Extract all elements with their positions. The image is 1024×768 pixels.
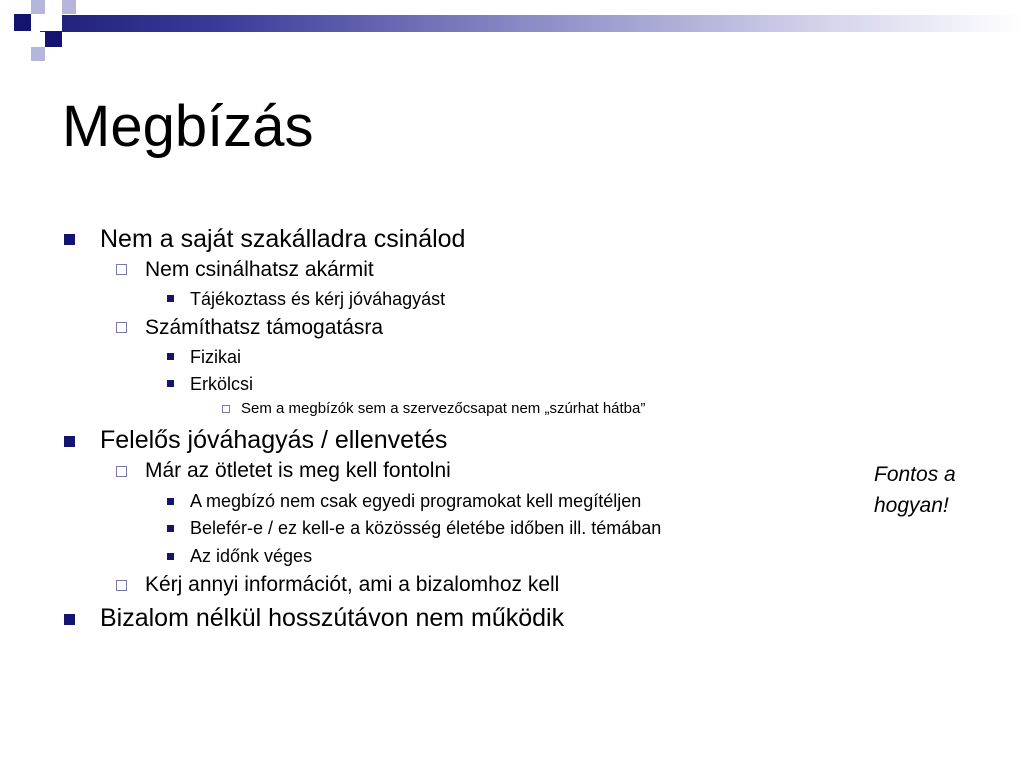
side-note: [874, 459, 1004, 521]
side-note-line: Fontos a: [874, 463, 956, 486]
bullet-square-icon: [64, 234, 75, 245]
bullet-square-icon: [64, 614, 75, 625]
slide-title: Megbízás: [62, 94, 314, 159]
list-item-level-3: Fizikai: [190, 347, 242, 367]
list-item-level-1: Felelős jóváhagyás / ellenvetés: [100, 426, 448, 454]
bullet-square-icon: [167, 553, 174, 560]
bullet-hollow-square-icon: [116, 580, 127, 591]
list-item-level-2: Számíthatsz támogatásra: [145, 316, 384, 339]
bullet-square-icon: [167, 498, 174, 505]
list-item-level-3: Erkölcsi: [190, 374, 254, 394]
bullet-hollow-square-icon: [116, 466, 127, 477]
bullet-hollow-square-icon: [116, 264, 127, 275]
list-item-level-1: Nem a saját szakálladra csinálod: [100, 225, 466, 253]
list-item-level-3: Az időnk véges: [190, 546, 313, 566]
bullet-square-icon: [64, 436, 75, 447]
list-item-level-3: Belefér-e / ez kell-e a közösség életébe időben ill. témában: [190, 518, 662, 538]
side-note-line: hogyan!: [874, 494, 949, 517]
list-item-level-3: Tájékoztass és kérj jóváhagyást: [190, 289, 446, 309]
bullet-square-icon: [167, 295, 174, 302]
list-item-level-3: A megbízó nem csak egyedi programokat kell megítéljen: [190, 491, 642, 511]
list-item-level-2: Nem csinálhatsz akármit: [145, 258, 374, 281]
bullet-square-icon: [167, 380, 174, 387]
list-item-level-2: Már az ötletet is meg kell fontolni: [145, 459, 451, 482]
list-item-level-2: Kérj annyi információt, ami a bizalomhoz kell: [145, 573, 560, 596]
bullet-square-icon: [167, 525, 174, 532]
bullet-hollow-square-icon: [222, 405, 230, 413]
list-item-level-1: Bizalom nélkül hosszútávon nem működik: [100, 604, 565, 632]
list-item-level-4: Sem a megbízók sem a szervezőcsapat nem „szúrhat hátba”: [241, 400, 646, 417]
bullet-hollow-square-icon: [116, 322, 127, 333]
bullet-square-icon: [167, 353, 174, 360]
